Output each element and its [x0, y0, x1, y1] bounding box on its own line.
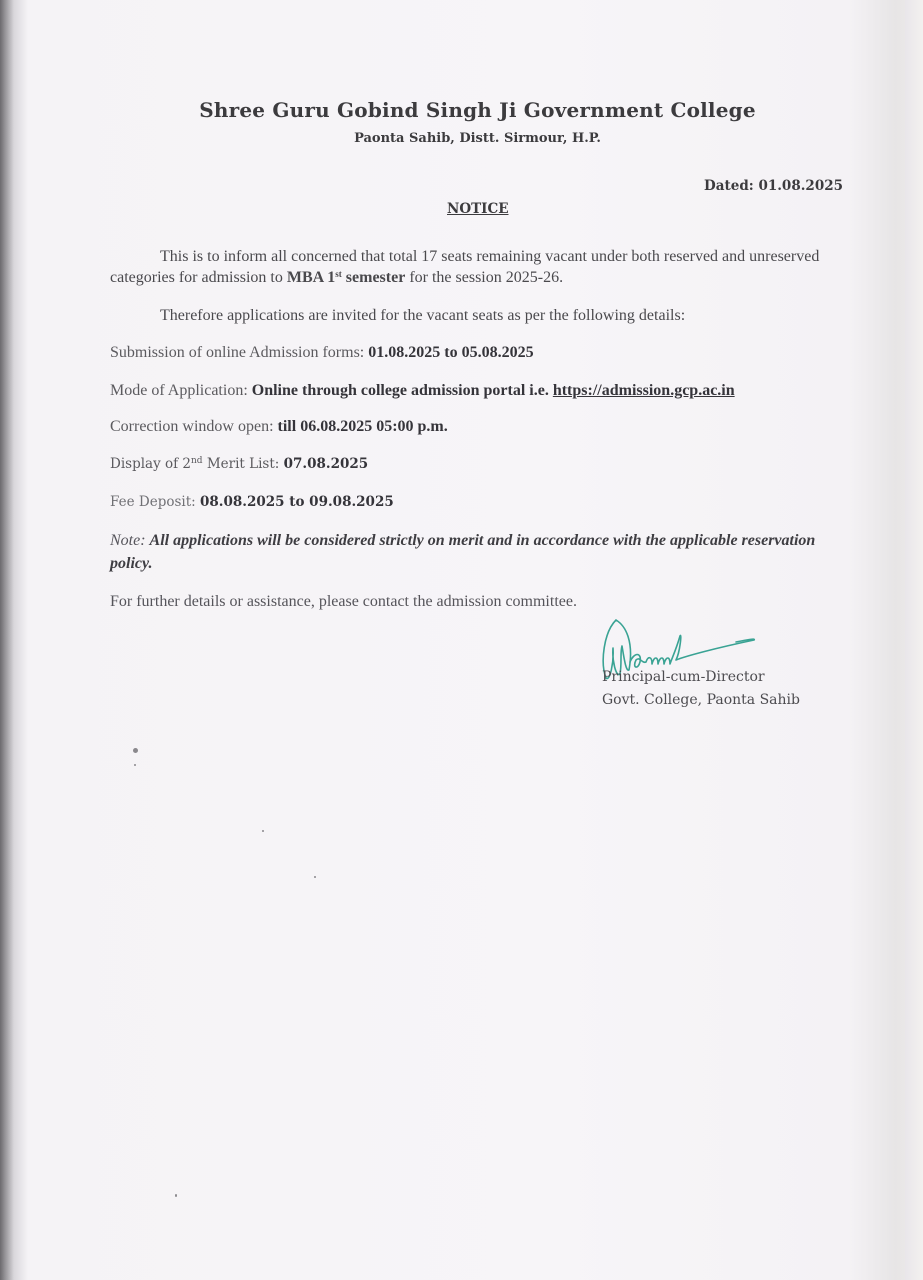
- session-text: for the session 2025-26.: [405, 269, 564, 286]
- correction-line: [110, 418, 448, 436]
- mode-line: [110, 382, 735, 400]
- merit-sup: nd: [191, 456, 203, 466]
- fee-label: Fee Deposit:: [110, 494, 200, 510]
- course-name: MBA 1: [286, 269, 336, 286]
- fee-line: [110, 494, 394, 510]
- scan-speck: [262, 830, 264, 832]
- admission-portal-link[interactable]: https://admission.gcp.ac.in: [552, 382, 735, 399]
- merit-label: Display of 2: [110, 456, 191, 472]
- fee-dates: 08.08.2025 to 09.08.2025: [200, 494, 394, 510]
- college-address: Paonta Sahib, Distt. Sirmour, H.P.: [354, 131, 601, 146]
- signatory-office: Govt. College, Paonta Sahib: [602, 692, 800, 708]
- invitation-paragraph: Therefore applications are invited for the vacant seats as per the following details:: [160, 307, 686, 324]
- scan-speck: [134, 764, 136, 766]
- mode-label: Mode of Application:: [110, 382, 252, 399]
- course-sup: st: [335, 269, 342, 279]
- intro-text: This is to inform all concerned that total 17 seats remaining vacant under both reserved and unreserved categories for admission to: [110, 248, 820, 286]
- scan-speck: [175, 1194, 177, 1197]
- correction-deadline: till 06.08.2025 05:00 p.m.: [277, 418, 448, 435]
- signatory-role: Principal-cum-Director: [602, 669, 765, 685]
- submission-label: Submission of online Admission forms:: [110, 344, 369, 361]
- college-name: Shree Guru Gobind Singh Ji Government College: [199, 98, 756, 122]
- submission-dates: 01.08.2025 to 05.08.2025: [368, 344, 534, 361]
- scan-speck: [314, 876, 316, 878]
- note-label: Note:: [110, 532, 150, 549]
- merit-label-rest: Merit List:: [202, 456, 284, 472]
- mode-value: Online through college admission portal i.e.: [251, 382, 553, 399]
- merit-list-line: [110, 456, 368, 472]
- note-text: All applications will be considered strictly on merit and in accordance with the applicable reservation policy.: [110, 532, 816, 572]
- correction-label: Correction window open:: [110, 418, 278, 435]
- merit-date: 07.08.2025: [283, 456, 369, 472]
- page-edge: [905, 0, 923, 1280]
- note-paragraph: [110, 529, 850, 575]
- notice-heading: NOTICE: [447, 201, 509, 217]
- further-details: For further details or assistance, please contact the admission committee.: [110, 593, 577, 610]
- scan-speck: [133, 748, 138, 753]
- notice-date: Dated: 01.08.2025: [704, 178, 843, 194]
- intro-paragraph: [110, 246, 845, 288]
- course-semester: semester: [341, 269, 406, 286]
- submission-line: [110, 344, 534, 362]
